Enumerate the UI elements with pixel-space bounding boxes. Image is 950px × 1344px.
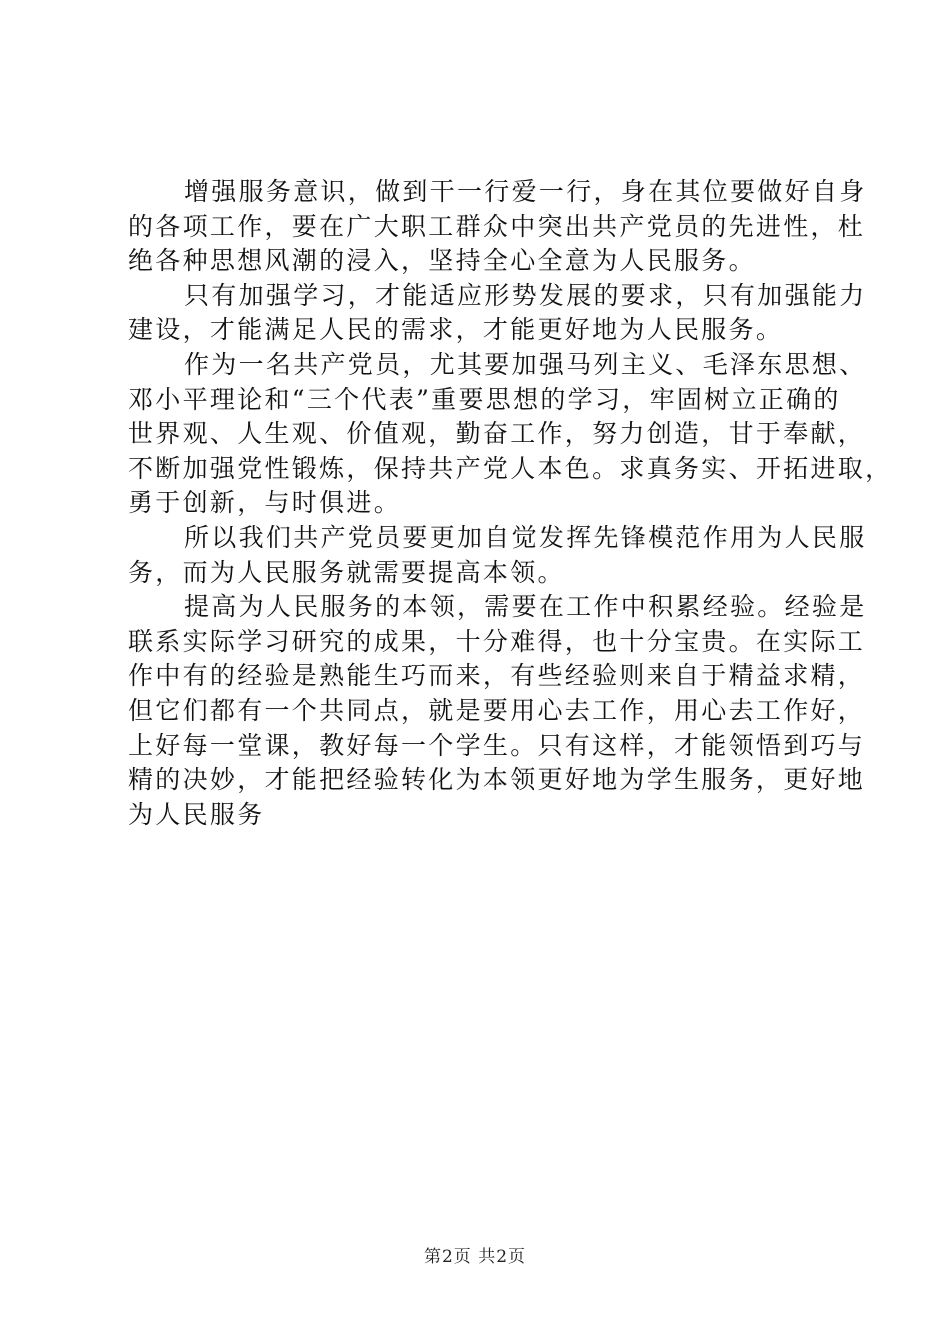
text-line: 精的决妙，才能把经验转化为本领更好地为学生服务，更好地: [128, 765, 866, 795]
text-line: 只有加强学习，才能适应形势发展的要求，只有加强能力: [184, 280, 867, 310]
text-line: 上好每一堂课，教好每一个学生。只有这样，才能领悟到巧与: [128, 730, 866, 760]
page-number-footer: 第2页 共2页: [423, 1247, 527, 1267]
text-line: 联系实际学习研究的成果，十分难得，也十分宝贵。在实际工: [128, 626, 866, 656]
paragraph: [128, 279, 867, 348]
text-line: 的各项工作，要在广大职工群众中突出共产党员的先进性，杜: [128, 211, 866, 241]
text-line: 所以我们共产党员要更加自觉发挥先锋模范作用为人民服: [184, 522, 867, 552]
paragraph: [128, 521, 867, 590]
text-line: 提高为人民服务的本领，需要在工作中积累经验。经验是: [184, 592, 867, 622]
paragraph: [128, 590, 867, 832]
text-line: 作中有的经验是熟能生巧而来，有些经验则来自于精益求精，: [128, 661, 866, 691]
paragraph: [128, 348, 893, 521]
text-line: 勇于创新，与时俱进。: [128, 488, 402, 518]
text-line: 建设，才能满足人民的需求，才能更好地为人民服务。: [128, 315, 784, 345]
text-line: 务，而为人民服务就需要提高本领。: [128, 557, 565, 587]
text-line: 作为一名共产党员，尤其要加强马列主义、毛泽东思想、: [184, 349, 867, 379]
text-line: 为人民服务: [128, 799, 265, 829]
text-line: 但它们都有一个共同点，就是要用心去工作，用心去工作好，: [128, 695, 866, 725]
paragraph: [128, 175, 867, 279]
text-line: 增强服务意识，做到干一行爱一行，身在其位要做好自身: [184, 177, 867, 206]
text-line: 邓小平理论和“三个代表”重要思想的学习，牢固树立正确的: [128, 384, 841, 414]
text-line: 绝各种思想风潮的浸入，坚持全心全意为人民服务。: [128, 246, 756, 276]
text-line: 不断加强党性锻炼，保持共产党人本色。求真务实、开拓进取，: [128, 453, 893, 483]
text-line: 世界观、人生观、价值观，勤奋工作，努力创造，甘于奉献，: [128, 419, 866, 449]
document-body: [128, 175, 893, 832]
